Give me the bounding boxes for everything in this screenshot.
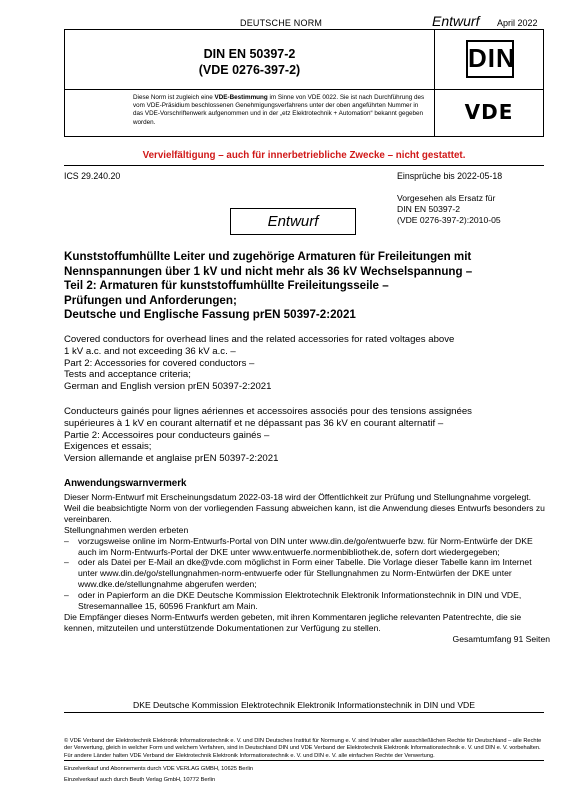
warning-body <box>64 492 550 645</box>
objection-deadline: Einsprüche bis 2022-05-18 <box>397 171 503 181</box>
warning-paragraph: Weil die beabsichtigte Norm von der vorliegenden Fassung abweichen kann, ist die Anwendung dieses Entwurfs besonders zu vereinbaren. <box>64 502 545 524</box>
page-count: Gesamtumfang 91 Seiten <box>452 633 550 644</box>
warning-paragraph: Dieser Norm-Entwurf mit Erscheinungsdatum 2022-03-18 wird der Öffentlichkeit zur Prüfung und Stellungnahme vorgelegt. <box>64 492 531 502</box>
reproduction-notice: Vervielfältigung – auch für innerbetriebliche Zwecke – nicht gestattet. <box>142 150 466 161</box>
vde-regulation-note: Diese Norm ist zugleich eine VDE-Bestimmung im Sinne von VDE 0022. Sie ist nach Durchführung des vom VDE-Präsidium beschlossenen Genehmigungsverfahrens unter der oben angeführten Nummer in das VDE-Vorschriftenwerk aufgenommen und in der „etz Elektrotechnik + Automation“ bekannt gegeben worden. <box>65 90 435 136</box>
draft-stamp: Entwurf <box>230 208 356 235</box>
warning-paragraph: Die Empfänger dieses Norm-Entwurfs werden gebeten, mit ihren Kommentaren jegliche relevanten Patentrechte, die sie kennen, mitzuteilen und unterstützende Dokumentationen zur Verfügung zu stellen. <box>64 611 522 633</box>
header-box <box>64 29 544 137</box>
norm-type-label: DEUTSCHE NORM <box>240 18 323 28</box>
vde-logo: VDE <box>464 100 514 124</box>
ics-code: ICS 29.240.20 <box>64 171 121 181</box>
document-number <box>65 30 435 90</box>
sales-info: Einzelverkauf und Abonnements durch VDE VERLAG GMBH, 10625 Berlin Einzelverkauf auch durch Beuth Verlag GmbH, 10772 Berlin <box>64 766 254 783</box>
title-german: Kunststoffumhüllte Leiter und zugehörige Armaturen für Freileitungen mit Nennspannungen über 1 kV und nicht mehr als 36 kV Wechselspannung – Teil 2: Armaturen für kunststoffumhüllte Freileitungsseile – Prüfungen und Anforderungen; Deutsche und Englische Fassung prEN 50397-2:2021 <box>64 250 473 321</box>
document-number-line2: (VDE 0276-397-2) <box>198 63 301 77</box>
list-item: – oder als Datei per E-Mail an dke@vde.com möglichst in Form einer Tabelle. Die Vorlage dieser Tabelle kann im Internet unter www.din.de/go/stellungnahmen-norm-entwuerfe oder für Stellungnahmen zu Norm-Entwürfen der DKE unter www.dke.de/stellungnahme abgerufen werden; <box>64 557 532 590</box>
warning-paragraph: Stellungnahmen werden erbeten <box>64 524 189 535</box>
divider <box>64 760 544 761</box>
document-number-line1: DIN EN 50397-2 <box>203 47 296 61</box>
divider <box>64 712 544 713</box>
din-logo <box>466 40 514 78</box>
issue-date: April 2022 <box>497 18 538 28</box>
list-item: – vorzugsweise online im Norm-Entwurfs-Portal von DIN unter www.din.de/go/entwuerfe bzw. für Norm-Entwürfe der DKE auch im Norm-Entwurfs-Portal der DKE unter www.entwuerfe.normenbibliothek.de, sofern dort wiedergegeben; <box>64 535 533 557</box>
vde-logo-cell <box>435 90 543 136</box>
warning-heading: Anwendungswarnvermerk <box>64 478 187 489</box>
title-french: Conducteurs gainés pour lignes aériennes et accessoires associés pour des tensions assignées supérieures à 1 kV en courant alternatif et ne dépassant pas 36 kV en courant alternatif – Partie 2: Accessoires pour conducteurs gainés – Exigences et essais; Version allemande et anglaise prEN 50397-2:2021 <box>64 406 472 465</box>
dke-line: DKE Deutsche Kommission Elektrotechnik Elektronik Informationstechnik in DIN und VDE <box>133 700 475 710</box>
din-logo-cell <box>435 30 543 90</box>
copyright-notice: © VDE Verband der Elektrotechnik Elektronik Informationstechnik e. V. und DIN Deutsches Institut für Normung e. V. sind Inhaber aller ausschließlichen Rechte für Deutschland – alle Rechte der Verwertung, gleich in welcher Form und welchem Verfahren, sind in Deutschland DIN und VDE Verband der Elektrotechnik Elektronik Informationstechnik e. V. und DIN e. V. vorbehalten. Für andere Länder halten VDE Verband der Elektrotechnik Elektronik Informationstechnik e. V. und DIN e. V. alle einfachen Rechte der Verwertung. <box>64 738 542 759</box>
replacement-note: Vorgesehen als Ersatz für DIN EN 50397-2 (VDE 0276-397-2):2010-05 <box>397 193 501 225</box>
top-bar <box>0 0 566 28</box>
title-english: Covered conductors for overhead lines and the related accessories for rated voltages above 1 kV a.c. and not exceeding 36 kV a.c. – Part 2: Accessories for covered conductors – Tests and acceptance criteria; German and English version prEN 50397-2:2021 <box>64 334 455 393</box>
list-item: – oder in Papierform an die DKE Deutsche Kommission Elektrotechnik Elektronik Informationstechnik in DIN und VDE, Stresemannallee 15, 60596 Frankfurt am Main. <box>64 590 522 612</box>
divider <box>64 165 544 166</box>
draft-status-label: Entwurf <box>432 13 480 29</box>
din-logo-text: DIN <box>468 43 516 73</box>
